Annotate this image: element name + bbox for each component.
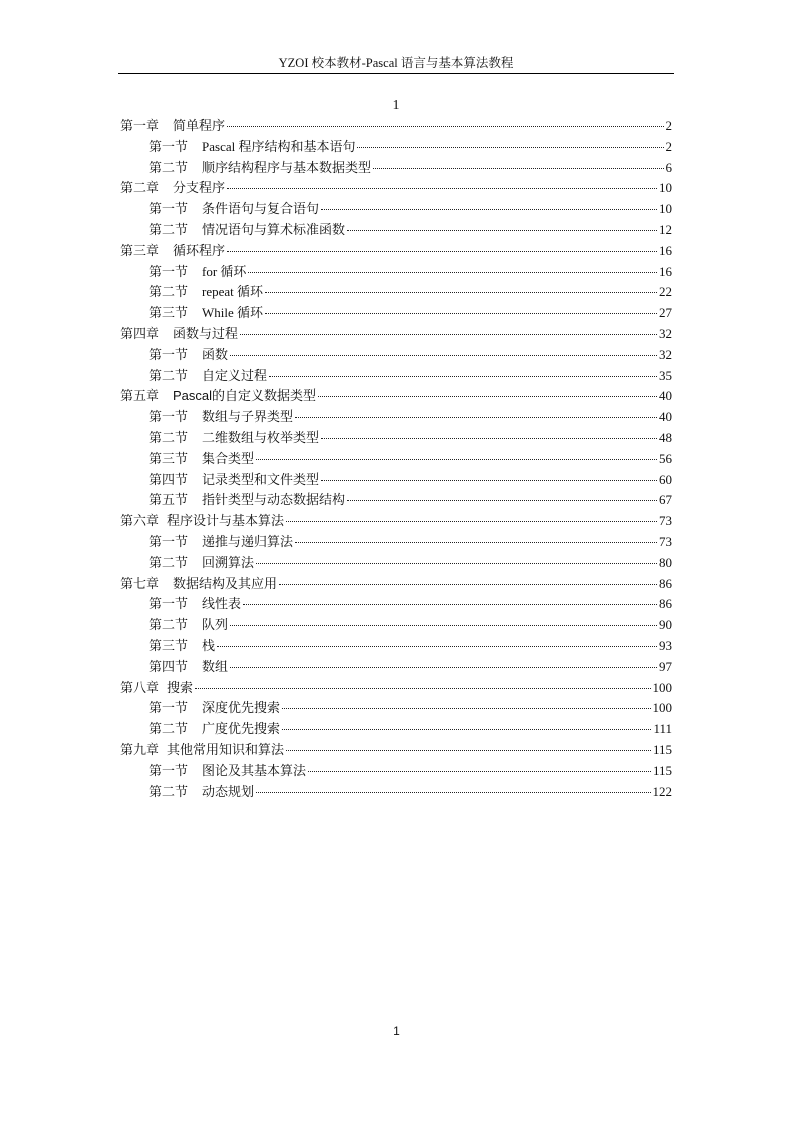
chapter-title-prefix: Pascal — [173, 388, 213, 404]
chapter-title: 其他常用知识和算法 — [167, 741, 285, 757]
section-page-number: 90 — [659, 617, 672, 633]
section-title: 图论及其基本算法 — [202, 762, 307, 778]
section-page-number: 40 — [659, 409, 672, 425]
dot-leader — [217, 645, 657, 647]
chapter-number: 第九章 — [120, 741, 160, 757]
section-number: 第一节 — [149, 596, 189, 612]
chapter-page-number: 2 — [665, 118, 672, 133]
section-number: 第四节 — [149, 658, 189, 674]
toc-section-entry[interactable] — [120, 262, 672, 283]
toc-section-entry[interactable] — [120, 657, 672, 678]
section-title: 栈 — [202, 637, 216, 653]
section-number: 第四节 — [149, 471, 189, 487]
section-page-number: 10 — [659, 201, 672, 217]
section-page-number: 27 — [659, 305, 672, 321]
section-page-number: 86 — [659, 596, 672, 612]
dot-leader — [279, 583, 657, 585]
section-title: Pascal 程序结构和基本语句 — [202, 138, 356, 154]
dot-leader — [373, 167, 663, 169]
section-number: 第五节 — [149, 492, 189, 508]
toc-section-entry[interactable] — [120, 594, 672, 615]
chapter-number: 第四章 — [120, 325, 160, 341]
footer-page-number: 1 — [393, 1024, 400, 1038]
dot-leader — [230, 624, 657, 626]
dot-leader — [195, 687, 650, 689]
chapter-page-number: 40 — [659, 388, 672, 404]
dot-leader — [347, 499, 657, 501]
section-title: 情况语句与算术标准函数 — [202, 221, 346, 237]
dot-leader — [282, 707, 650, 709]
section-number: 第一节 — [149, 201, 189, 217]
section-number: 第一节 — [149, 700, 189, 716]
section-number: 第一节 — [149, 138, 189, 154]
section-number: 第二节 — [149, 284, 189, 300]
section-title: 队列 — [202, 617, 229, 633]
dot-leader — [321, 479, 657, 481]
section-title: 二维数组与枚举类型 — [202, 429, 320, 445]
section-page-number: 6 — [665, 159, 672, 175]
toc-chapter-entry[interactable] — [120, 678, 672, 699]
toc-chapter-entry[interactable] — [120, 116, 672, 137]
section-title: 函数 — [202, 346, 229, 362]
section-number: 第一节 — [149, 263, 189, 279]
dot-leader — [227, 125, 663, 127]
section-page-number: 93 — [659, 637, 672, 653]
toc-section-entry[interactable] — [120, 553, 672, 574]
toc-section-entry[interactable] — [120, 636, 672, 657]
section-page-number: 35 — [659, 367, 672, 383]
section-number: 第二节 — [149, 159, 189, 175]
section-title: 回溯算法 — [202, 554, 255, 570]
section-title: 线性表 — [202, 596, 242, 612]
section-title: 记录类型和文件类型 — [202, 471, 320, 487]
section-number: 第一节 — [149, 762, 189, 778]
section-page-number: 48 — [659, 429, 672, 445]
section-number: 第一节 — [149, 533, 189, 549]
chapter-number: 第三章 — [120, 242, 160, 258]
chapter-title: 分支程序 — [173, 180, 226, 196]
dot-leader — [282, 728, 651, 730]
chapter-title — [173, 386, 316, 407]
toc-chapter-entry[interactable] — [120, 324, 672, 345]
chapter-page-number: 100 — [652, 679, 672, 695]
dot-leader — [256, 458, 657, 460]
section-page-number: 12 — [659, 221, 672, 237]
section-page-number: 60 — [659, 471, 672, 487]
section-number: 第三节 — [149, 305, 189, 321]
dot-leader — [347, 229, 657, 231]
chapter-page-number: 86 — [659, 575, 672, 591]
chapter-number: 第一章 — [120, 118, 160, 133]
toc-section-entry[interactable] — [120, 282, 672, 303]
dot-leader — [230, 354, 657, 356]
dot-leader — [240, 333, 657, 335]
toc-section-entry[interactable] — [120, 428, 672, 449]
toc-chapter-entry[interactable] — [120, 740, 672, 761]
toc-section-entry[interactable] — [120, 719, 672, 740]
toc-section-entry[interactable] — [120, 782, 672, 803]
chapter-page-number: 16 — [659, 242, 672, 258]
section-title: 广度优先搜索 — [202, 721, 281, 737]
section-title: 递推与递归算法 — [202, 533, 294, 549]
section-page-number: 22 — [659, 284, 672, 300]
dot-leader — [321, 437, 657, 439]
chapter-title-text: 的自定义数据类型 — [212, 388, 317, 404]
toc-section-entry[interactable] — [120, 490, 672, 511]
section-title: 数组与子界类型 — [202, 409, 294, 425]
toc-section-entry[interactable] — [120, 158, 672, 179]
section-title: repeat 循环 — [202, 284, 264, 300]
toc-chapter-entry[interactable] — [120, 386, 672, 407]
toc-section-entry[interactable] — [120, 698, 672, 719]
section-number: 第二节 — [149, 617, 189, 633]
section-number: 第二节 — [149, 367, 189, 383]
section-page-number: 80 — [659, 554, 672, 570]
chapter-page-number: 73 — [659, 513, 672, 529]
toc-section-entry[interactable] — [120, 137, 672, 158]
section-number: 第一节 — [149, 409, 189, 425]
dot-leader — [265, 291, 657, 293]
chapter-title: 简单程序 — [173, 118, 226, 133]
toc-chapter-entry[interactable] — [120, 574, 672, 595]
dot-leader — [318, 395, 657, 397]
dot-leader — [295, 541, 657, 543]
section-page-number: 97 — [659, 658, 672, 674]
section-title: 顺序结构程序与基本数据类型 — [202, 159, 372, 175]
toc-section-entry[interactable] — [120, 532, 672, 553]
toc-chapter-entry[interactable] — [120, 178, 672, 199]
dot-leader — [286, 520, 657, 522]
running-header: YZOI 校本教材-Pascal 语言与基本算法教程 — [278, 56, 514, 70]
section-page-number: 115 — [652, 762, 672, 778]
dot-leader — [321, 208, 657, 210]
dot-leader — [227, 187, 657, 189]
section-title: 自定义过程 — [202, 367, 268, 383]
dot-leader — [269, 375, 657, 377]
toc-section-entry[interactable] — [120, 366, 672, 387]
chapter-title: 程序设计与基本算法 — [167, 513, 285, 529]
chapter-title: 搜索 — [167, 679, 194, 695]
section-page-number: 16 — [659, 263, 672, 279]
toc-section-entry[interactable] — [120, 345, 672, 366]
section-title: 数组 — [202, 658, 229, 674]
table-of-contents — [120, 116, 672, 802]
dot-leader — [230, 666, 657, 668]
chapter-title: 循环程序 — [173, 242, 226, 258]
section-page-number: 32 — [659, 346, 672, 362]
section-title: 条件语句与复合语句 — [202, 201, 320, 217]
chapter-page-number: 32 — [659, 325, 672, 341]
section-number: 第二节 — [149, 554, 189, 570]
toc-heading: 1 — [392, 98, 400, 113]
toc-section-entry[interactable] — [120, 407, 672, 428]
section-title: 集合类型 — [202, 450, 255, 466]
section-number: 第三节 — [149, 637, 189, 653]
section-title: 指针类型与动态数据结构 — [202, 492, 346, 508]
section-page-number: 100 — [652, 700, 672, 716]
section-title: While 循环 — [202, 305, 264, 321]
section-page-number: 111 — [653, 721, 672, 737]
toc-section-entry[interactable] — [120, 615, 672, 636]
section-title: for 循环 — [202, 263, 247, 279]
toc-section-entry[interactable] — [120, 303, 672, 324]
toc-section-entry[interactable] — [120, 761, 672, 782]
dot-leader — [256, 562, 657, 564]
section-number: 第二节 — [149, 221, 189, 237]
dot-leader — [256, 791, 650, 793]
section-number: 第三节 — [149, 450, 189, 466]
chapter-number: 第五章 — [120, 388, 160, 404]
dot-leader — [308, 770, 651, 772]
toc-chapter-entry[interactable] — [120, 241, 672, 262]
section-number: 第二节 — [149, 783, 189, 799]
section-page-number: 67 — [659, 492, 672, 508]
section-number: 第一节 — [149, 346, 189, 362]
chapter-title: 数据结构及其应用 — [173, 575, 278, 591]
section-number: 第二节 — [149, 721, 189, 737]
dot-leader — [227, 250, 657, 252]
section-number: 第二节 — [149, 429, 189, 445]
toc-chapter-entry[interactable] — [120, 511, 672, 532]
dot-leader — [286, 749, 651, 751]
section-page-number: 56 — [659, 450, 672, 466]
dot-leader — [357, 146, 663, 148]
section-title: 动态规划 — [202, 783, 255, 799]
chapter-number: 第八章 — [120, 679, 160, 695]
dot-leader — [295, 416, 657, 418]
header-rule — [118, 73, 674, 74]
section-page-number: 73 — [659, 533, 672, 549]
dot-leader — [243, 603, 657, 605]
section-page-number: 2 — [665, 138, 672, 154]
toc-section-entry[interactable] — [120, 449, 672, 470]
toc-section-entry[interactable] — [120, 470, 672, 491]
chapter-page-number: 10 — [659, 180, 672, 196]
toc-section-entry[interactable] — [120, 220, 672, 241]
toc-section-entry[interactable] — [120, 199, 672, 220]
dot-leader — [248, 271, 657, 273]
chapter-number: 第二章 — [120, 180, 160, 196]
chapter-page-number: 115 — [652, 741, 672, 757]
chapter-number: 第七章 — [120, 575, 160, 591]
section-page-number: 122 — [652, 783, 672, 799]
dot-leader — [265, 312, 657, 314]
chapter-number: 第六章 — [120, 513, 160, 529]
section-title: 深度优先搜索 — [202, 700, 281, 716]
chapter-title: 函数与过程 — [173, 325, 239, 341]
